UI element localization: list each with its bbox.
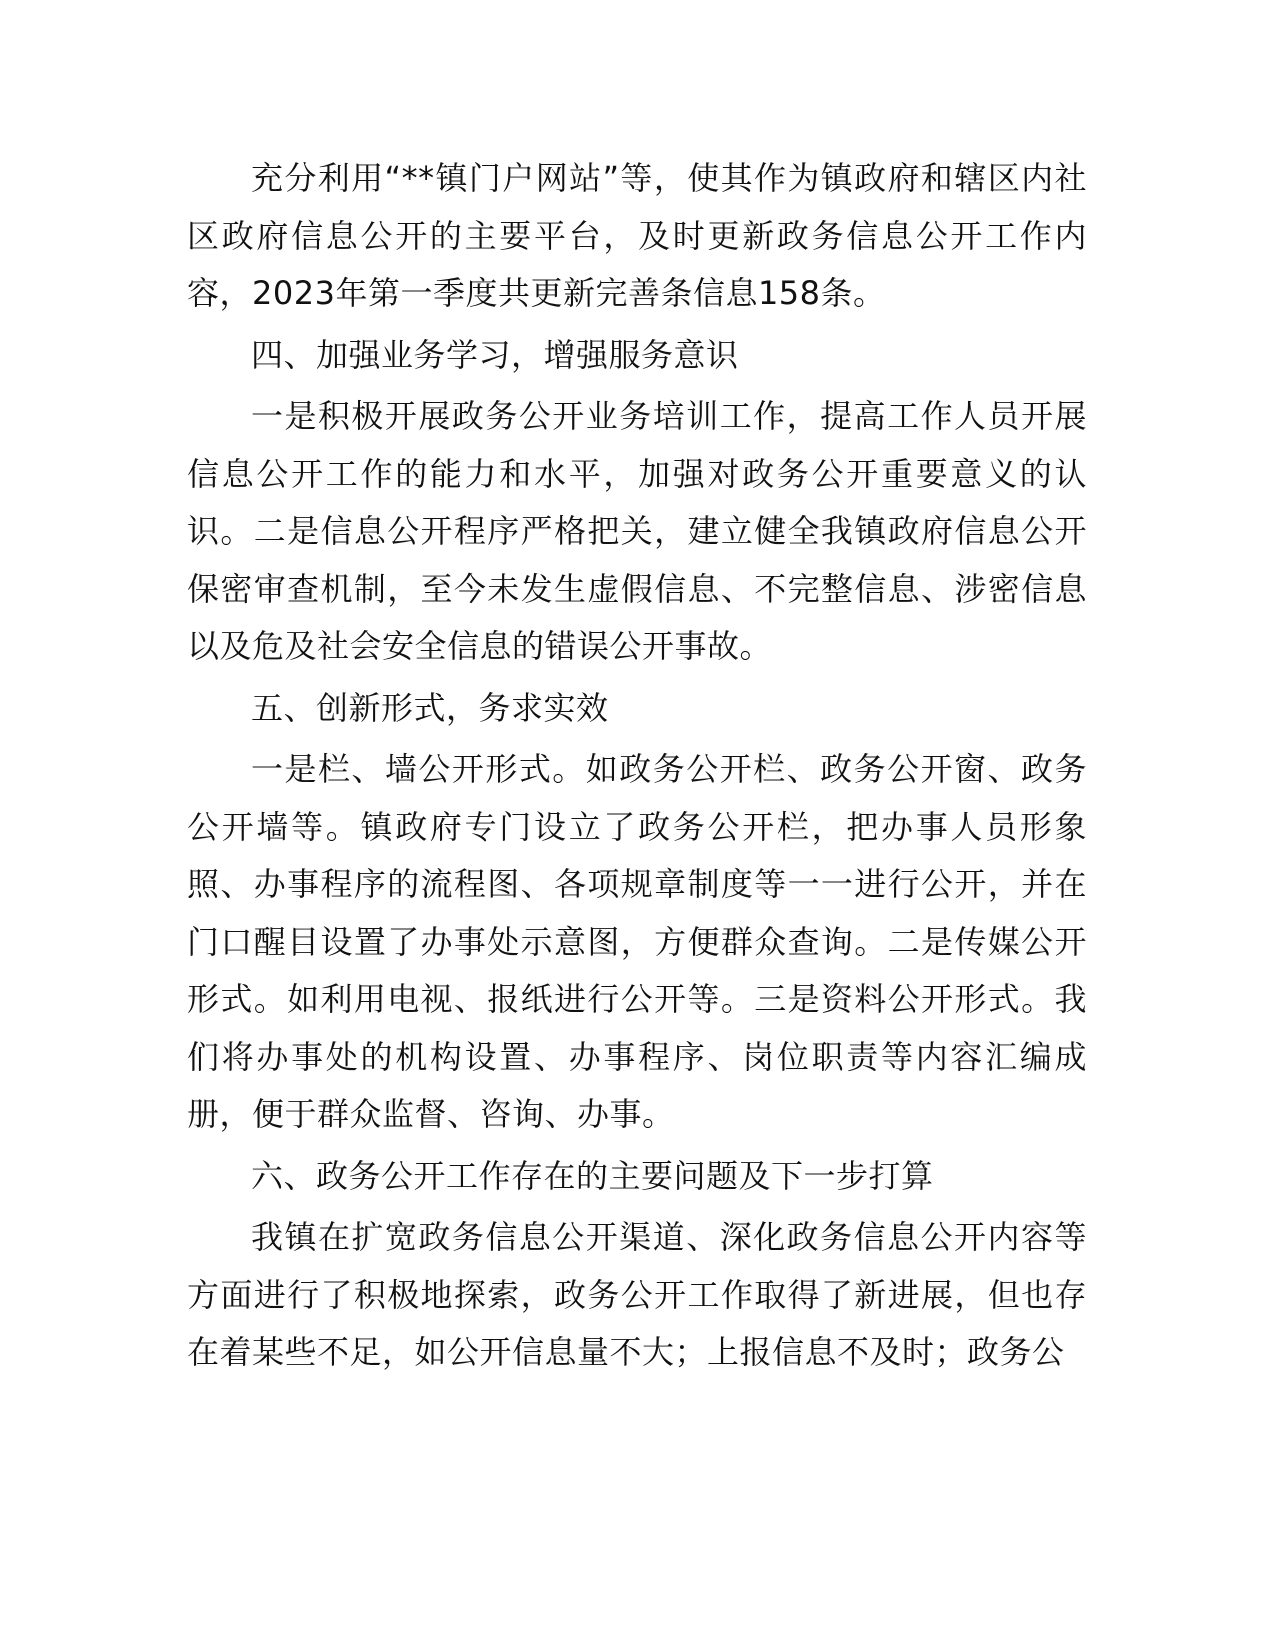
document-page xyxy=(187,150,1087,1386)
section-heading-5: 五、创新形式，务求实效 xyxy=(251,688,609,727)
paragraph-forms: 一是栏、墙公开形式。如政务公开栏、政务公开窗、政务公开墙等。镇政府专门设立了政务公开栏，把办事人员形象照、办事程序的流程图、各项规章制度等一一进行公开，并在门口醒目设置了办事处示意图，方便群众查询。二是传媒公开形式。如利用电视、报纸进行公开等。三是资料公开形式。我们将办事处的机构设置、办事程序、岗位职责等内容汇编成册，便于群众监督、咨询、办事。 xyxy=(187,750,1087,1133)
paragraph-problems: 我镇在扩宽政务信息公开渠道、深化政务信息公开内容等方面进行了积极地探索，政务公开工作取得了新进展，但也存在着某些不足，如公开信息量不大；上报信息不及时；政务公 xyxy=(187,1218,1087,1371)
section-heading-4: 四、加强业务学习，增强服务意识 xyxy=(251,335,739,374)
section-heading-6: 六、政务公开工作存在的主要问题及下一步打算 xyxy=(251,1156,934,1195)
paragraph-training: 一是积极开展政务公开业务培训工作，提高工作人员开展信息公开工作的能力和水平，加强对政务公开重要意义的认识。二是信息公开程序严格把关，建立健全我镇政府信息公开保密审查机制，至今未发生虚假信息、不完整信息、涉密信息以及危及社会安全信息的错误公开事故。 xyxy=(187,397,1087,665)
paragraph-website-update: 充分利用“**镇门户网站”等，使其作为镇政府和辖区内社区政府信息公开的主要平台，及时更新政务信息公开工作内容，2023年第一季度共更新完善条信息158条。 xyxy=(187,159,1087,312)
